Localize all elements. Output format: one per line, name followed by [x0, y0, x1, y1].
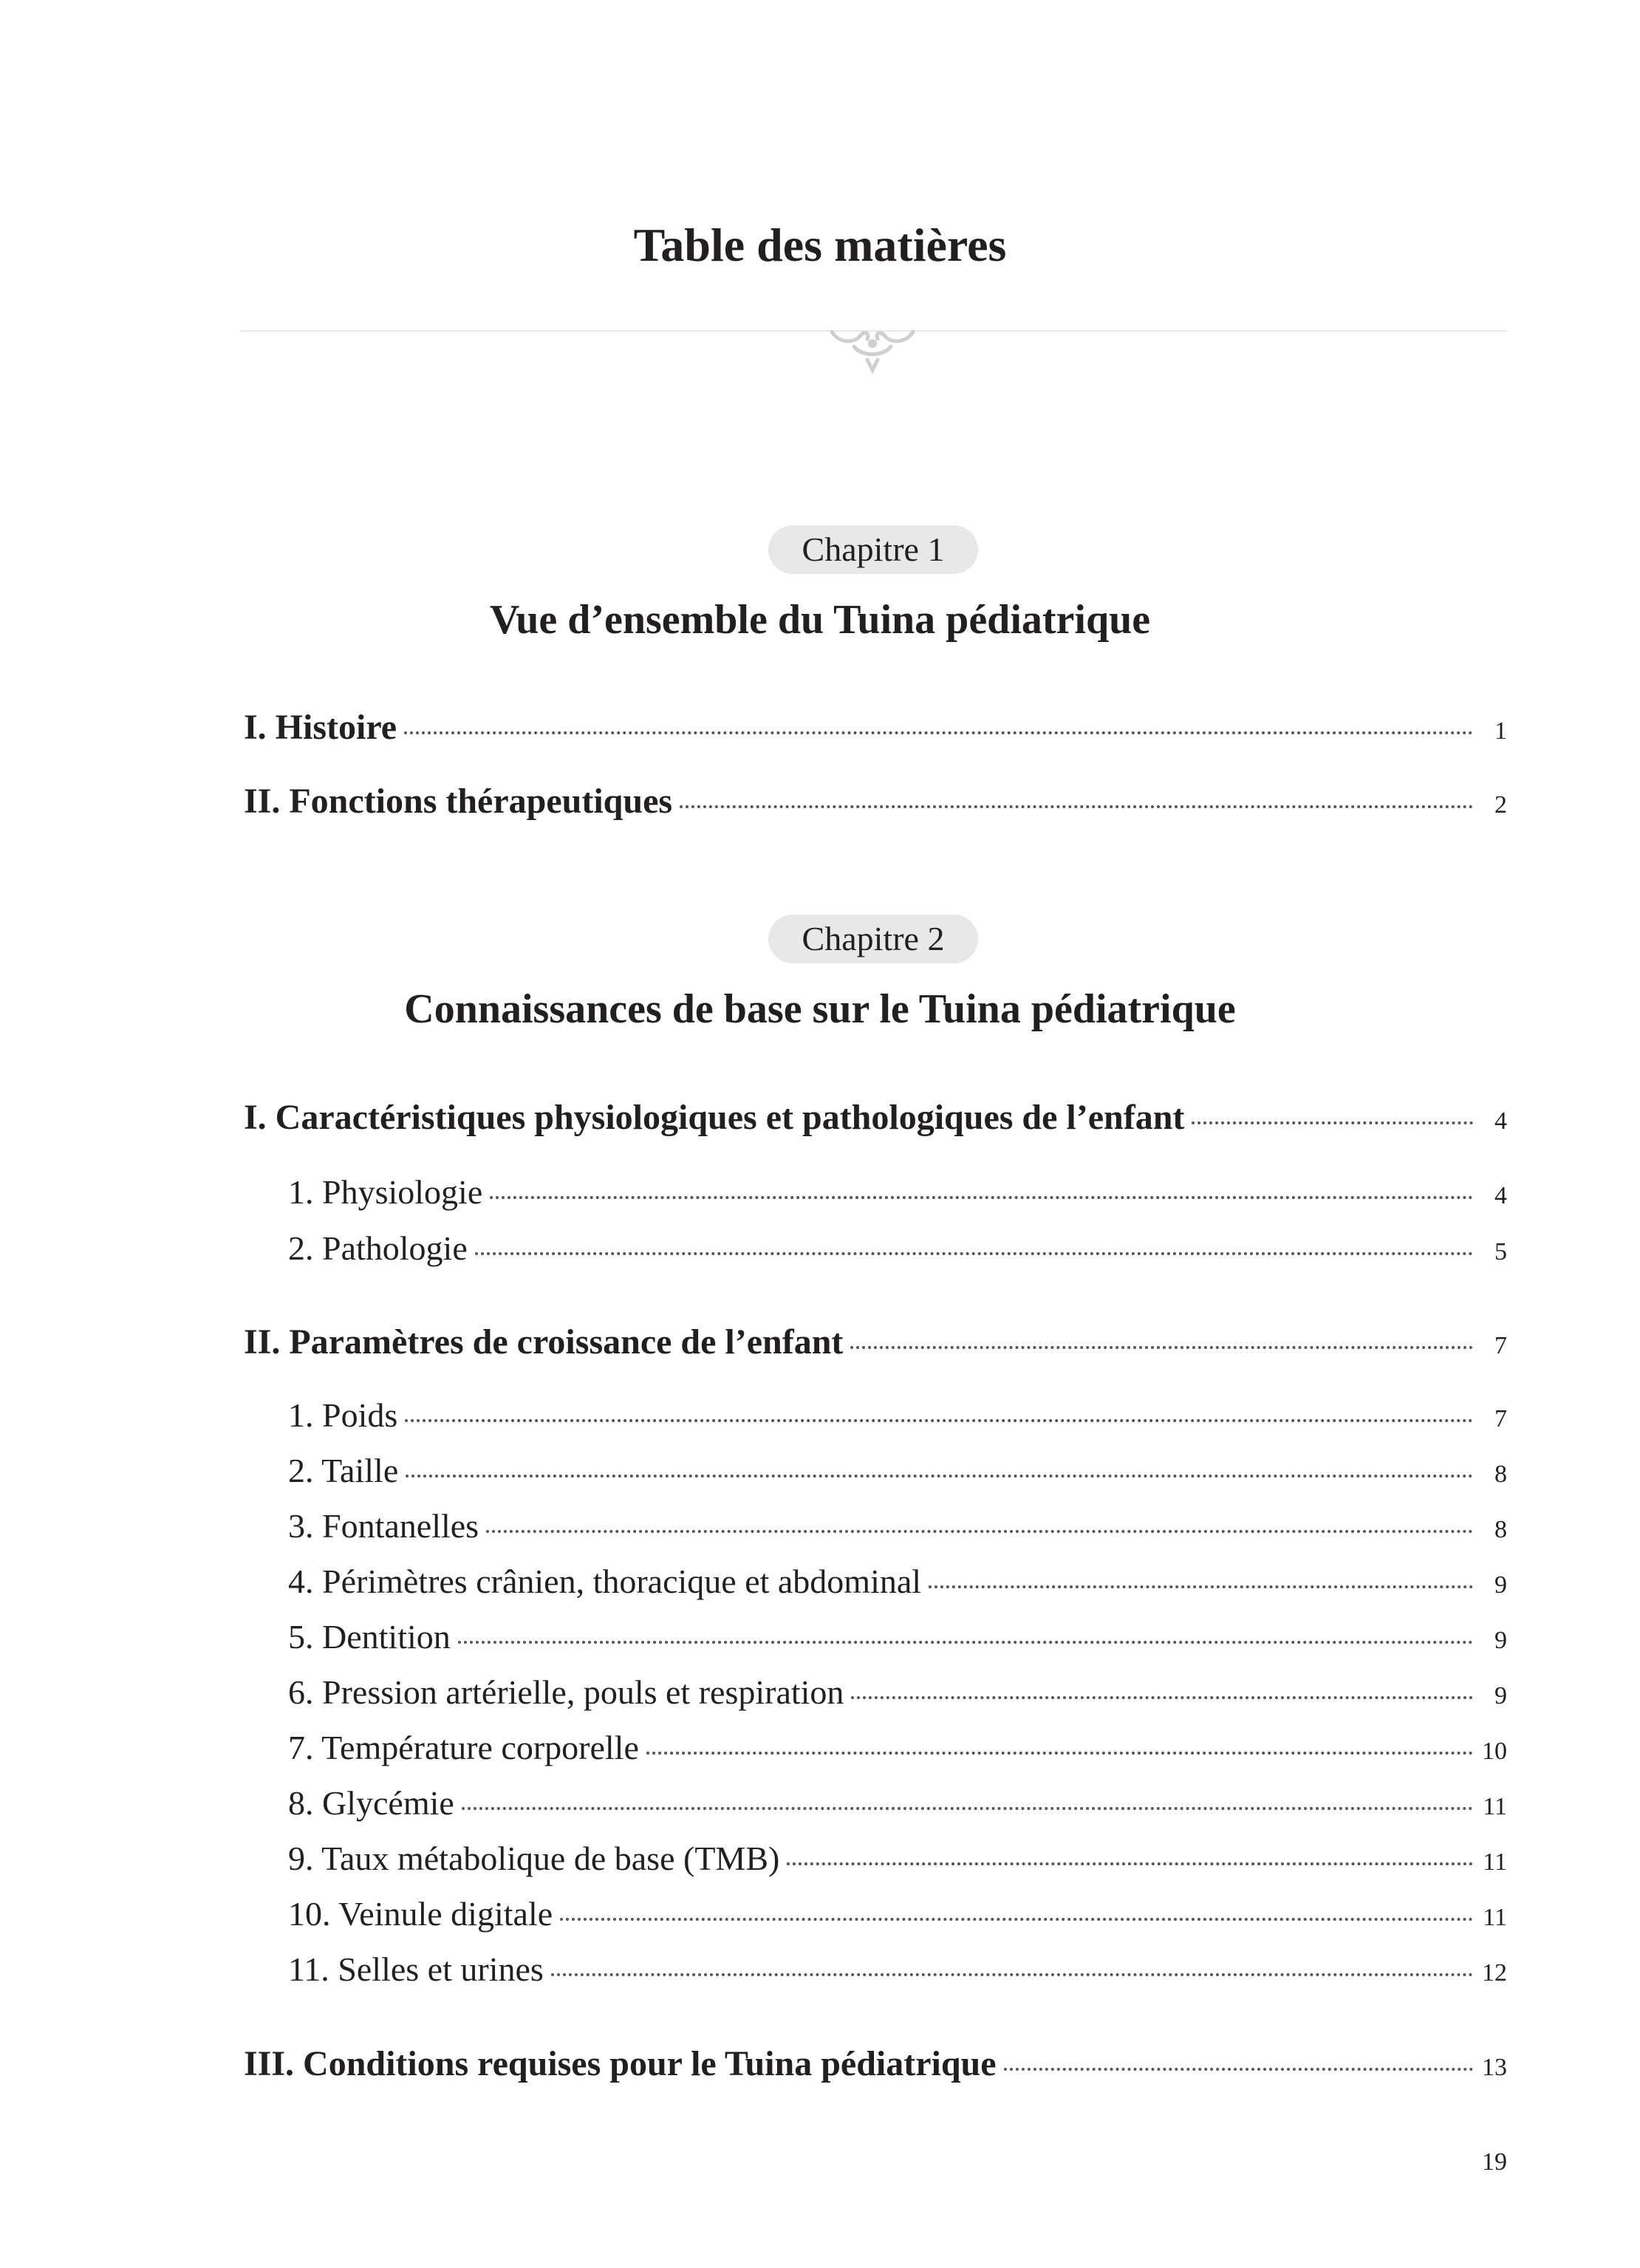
entry-page: 1: [1494, 717, 1507, 745]
toc-subentry[interactable]: [288, 1781, 1507, 1825]
toc-subentry[interactable]: [288, 1947, 1507, 1992]
subentry-page: 11: [1483, 1793, 1507, 1820]
toc-subentry[interactable]: [288, 1504, 1507, 1548]
dot-leader: [929, 1585, 1473, 1588]
toc-subentry[interactable]: [288, 1670, 1507, 1715]
dot-leader: [475, 1252, 1473, 1255]
subentry-label: 2. Taille: [288, 1452, 399, 1489]
toc-subentry[interactable]: [288, 1226, 1507, 1271]
dot-leader: [551, 1973, 1473, 1976]
dot-leader: [404, 731, 1473, 734]
dot-leader: [680, 805, 1473, 808]
toc-entry[interactable]: [244, 779, 1507, 824]
dot-leader: [850, 1346, 1473, 1349]
page-number: 19: [1482, 2148, 1507, 2176]
subentry-page: 4: [1494, 1182, 1507, 1209]
subentry-label: 11. Selles et urines: [288, 1950, 544, 1988]
subentry-page: 9: [1494, 1682, 1507, 1709]
subentry-page: 8: [1494, 1461, 1507, 1488]
toc-entry[interactable]: [244, 1096, 1507, 1140]
subentry-label: 1. Poids: [288, 1396, 398, 1434]
entry-label: II. Fonctions thérapeutiques: [244, 782, 673, 821]
dot-leader: [486, 1530, 1473, 1533]
entry-page: 2: [1494, 791, 1507, 819]
subentry-label: 4. Périmètres crânien, thoracique et abdominal: [288, 1562, 922, 1600]
chapter-2-badge: Chapitre 2: [768, 915, 978, 963]
subentry-label: 3. Fontanelles: [288, 1507, 479, 1545]
entry-label: I. Caractéristiques physiologiques et pathologiques de l’enfant: [244, 1098, 1185, 1137]
toc-subentry[interactable]: [288, 1393, 1507, 1438]
subentry-label: 1. Physiologie: [288, 1173, 483, 1211]
chapter-1-title: Vue d’ensemble du Tuina pédiatrique: [489, 597, 1151, 643]
subentry-label: 2. Pathologie: [288, 1229, 468, 1267]
chapter-1-badge: Chapitre 1: [768, 525, 978, 574]
subentry-label: 7. Température corporelle: [288, 1729, 639, 1766]
subentry-page: 7: [1494, 1405, 1507, 1432]
entry-label: II. Paramètres de croissance de l’enfant: [244, 1322, 844, 1362]
dot-leader: [490, 1196, 1473, 1199]
dot-leader: [458, 1641, 1473, 1644]
dot-leader: [1004, 2068, 1473, 2071]
ornament-icon: [824, 327, 920, 379]
subentry-page: 10: [1482, 1738, 1507, 1765]
toc-subentry[interactable]: [288, 1449, 1507, 1493]
toc-subentry[interactable]: [288, 1170, 1507, 1215]
dot-leader: [406, 1475, 1473, 1478]
toc-subentry[interactable]: [288, 1892, 1507, 1936]
entry-page: 13: [1482, 2054, 1507, 2081]
subentry-label: 8. Glycémie: [288, 1784, 454, 1822]
entry-page: 4: [1494, 1107, 1507, 1135]
toc-entry[interactable]: [244, 706, 1507, 750]
toc-subentry[interactable]: [288, 1837, 1507, 1881]
subentry-page: 11: [1483, 1848, 1507, 1876]
dot-leader: [1192, 1121, 1473, 1124]
subentry-page: 9: [1494, 1627, 1507, 1654]
subentry-label: 10. Veinule digitale: [288, 1895, 553, 1933]
dot-leader: [646, 1752, 1473, 1755]
subentry-page: 12: [1482, 1959, 1507, 1987]
subentry-page: 11: [1483, 1904, 1507, 1931]
subentry-label: 6. Pression artérielle, pouls et respiration: [288, 1673, 844, 1711]
dot-leader: [462, 1807, 1473, 1810]
chapter-2-title: Connaissances de base sur le Tuina pédiatrique: [404, 986, 1236, 1032]
toc-entry[interactable]: [244, 1320, 1507, 1364]
toc-subentry[interactable]: [288, 1726, 1507, 1770]
dot-leader: [787, 1862, 1473, 1865]
toc-subentry[interactable]: [288, 1615, 1507, 1659]
entry-label: III. Conditions requises pour le Tuina pédiatrique: [244, 2044, 997, 2083]
dot-leader: [405, 1419, 1473, 1422]
dot-leader: [851, 1696, 1473, 1699]
dot-leader: [560, 1918, 1473, 1921]
subentry-page: 9: [1494, 1571, 1507, 1599]
toc-subentry[interactable]: [288, 1560, 1507, 1604]
toc-entry[interactable]: [244, 2042, 1507, 2086]
entry-label: I. Histoire: [244, 708, 397, 747]
subentry-page: 5: [1494, 1238, 1507, 1265]
entry-page: 7: [1494, 1332, 1507, 1359]
page-title: Table des matières: [633, 219, 1007, 271]
subentry-page: 8: [1494, 1516, 1507, 1543]
subentry-label: 5. Dentition: [288, 1618, 451, 1656]
subentry-label: 9. Taux métabolique de base (TMB): [288, 1840, 780, 1877]
